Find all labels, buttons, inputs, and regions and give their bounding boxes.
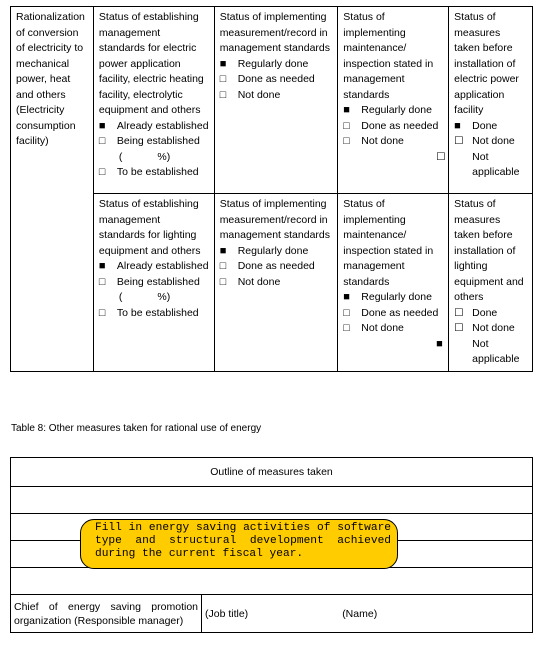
establishing-title: Status of establishing management standards for electric power application facility, electric heating facility, electrolytic equipment and others [98, 11, 204, 116]
option-to-be-established[interactable]: □ To be established [99, 306, 209, 322]
measures-entry-row[interactable] [11, 487, 533, 514]
checkbox-icon: ■ [98, 260, 106, 272]
establishing-title: Status of establishing management standards for lighting equipment and others [98, 198, 201, 257]
checkbox-icon: ■ [98, 119, 106, 132]
measures-status-cell [436, 194, 533, 372]
maintenance-title: Status of implementing maintenance/ inspection stated in management standards [343, 11, 434, 101]
establishing-status-cell [93, 194, 214, 372]
checkbox-icon: ☐ [454, 135, 464, 147]
option-already-established[interactable]: ■ Already established [99, 119, 209, 135]
implementing-status-cell [214, 194, 338, 372]
measures-title: Status of measures taken before installation of lighting equipment and others [454, 198, 524, 303]
checkbox-icon: □ [219, 260, 227, 272]
maintenance-status-cell [338, 7, 449, 194]
option-being-established[interactable]: □ Being established [99, 275, 209, 291]
checkbox-icon: □ [219, 88, 227, 101]
rationalization-table [10, 6, 533, 372]
option-done-as-needed[interactable]: □ Done as needed [343, 306, 443, 322]
maintenance-title: Status of implementing maintenance/ inspection stated in management standards [343, 198, 434, 288]
option-regularly-done[interactable]: ■ Regularly done [220, 57, 333, 73]
measures-title: Status of measures taken before installation of electric power application facility [454, 11, 519, 116]
option-being-established[interactable]: □ Being established [99, 134, 209, 150]
checkbox-icon: □ [98, 166, 106, 178]
rationalization-cell: Rationalization of conversion of electricity to mechanical power, heat and others (Electricity consumption facility) [11, 7, 94, 372]
establishing-status-cell [93, 7, 214, 194]
checkbox-icon: ■ [343, 291, 350, 303]
option-done[interactable]: ■ Done [454, 119, 527, 135]
option-to-be-established[interactable]: □ To be established [99, 165, 209, 181]
maintenance-status-cell [338, 194, 449, 372]
implementing-title: Status of implementing measurement/record in management standards [219, 11, 331, 54]
checkbox-icon: ■ [219, 244, 227, 257]
option-done-as-needed[interactable]: □ Done as needed [220, 72, 333, 88]
chief-label-cell [11, 595, 202, 633]
option-regularly-done[interactable]: ■ Regularly done [343, 103, 443, 119]
checkbox-icon: □ [219, 73, 227, 85]
option-not-done[interactable]: □ Not done [343, 134, 443, 150]
option-not-done[interactable]: ☐ Not done [454, 321, 527, 337]
checkbox-icon: ☐ [436, 150, 446, 163]
checkbox-icon: ☐ [454, 322, 464, 334]
checkbox-icon: ■ [343, 104, 350, 116]
percent-field[interactable]: ( %) [118, 150, 171, 163]
option-not-applicable[interactable]: ■ Not applicable [436, 337, 520, 365]
checkbox-icon: □ [343, 306, 350, 319]
measures-status-cell [436, 7, 533, 194]
option-done-as-needed[interactable]: □ Done as needed [343, 119, 443, 135]
checkbox-icon: □ [98, 306, 106, 319]
chief-entry-cell[interactable] [202, 595, 533, 633]
name-label: (Name) [342, 607, 378, 620]
outline-header: Outline of measures taken [11, 458, 533, 487]
checkbox-icon: □ [343, 135, 350, 147]
checkbox-icon: □ [219, 275, 227, 288]
implementing-status-cell [214, 7, 338, 194]
option-not-done[interactable]: □ Not done [220, 88, 333, 104]
checkbox-icon: □ [343, 322, 350, 334]
option-not-done[interactable]: □ Not done [220, 275, 333, 291]
option-not-applicable[interactable]: ☐ Not applicable [436, 150, 520, 178]
checkbox-icon: □ [343, 119, 350, 132]
job-title-label: (Job title) [205, 607, 249, 620]
checkbox-icon: ■ [436, 337, 443, 350]
percent-field[interactable]: ( %) [118, 291, 171, 303]
option-done[interactable]: ☐ Done [454, 306, 527, 322]
chief-label: Chief of energy saving promotion organization (Responsible manager) [14, 600, 198, 627]
measures-entry-row[interactable] [11, 568, 533, 595]
checkbox-icon: □ [98, 275, 106, 288]
checkbox-icon: ■ [454, 119, 461, 132]
option-done-as-needed[interactable]: □ Done as needed [220, 259, 333, 275]
checkbox-icon: ☐ [454, 306, 464, 319]
checkbox-icon: □ [98, 135, 106, 147]
table8-caption: Table 8: Other measures taken for rational use of energy [11, 423, 262, 434]
option-not-done[interactable]: □ Not done [343, 321, 443, 337]
option-regularly-done[interactable]: ■ Regularly done [343, 290, 443, 306]
checkbox-icon: ■ [219, 57, 227, 70]
option-not-done[interactable]: ☐ Not done [454, 134, 527, 150]
implementing-title: Status of implementing measurement/record in management standards [219, 198, 331, 241]
option-regularly-done[interactable]: ■ Regularly done [220, 244, 333, 260]
instruction-callout: Fill in energy saving activities of software type and structural development achieved during the current fiscal year. [80, 519, 398, 569]
option-already-established[interactable]: ■ Already established [99, 259, 209, 275]
